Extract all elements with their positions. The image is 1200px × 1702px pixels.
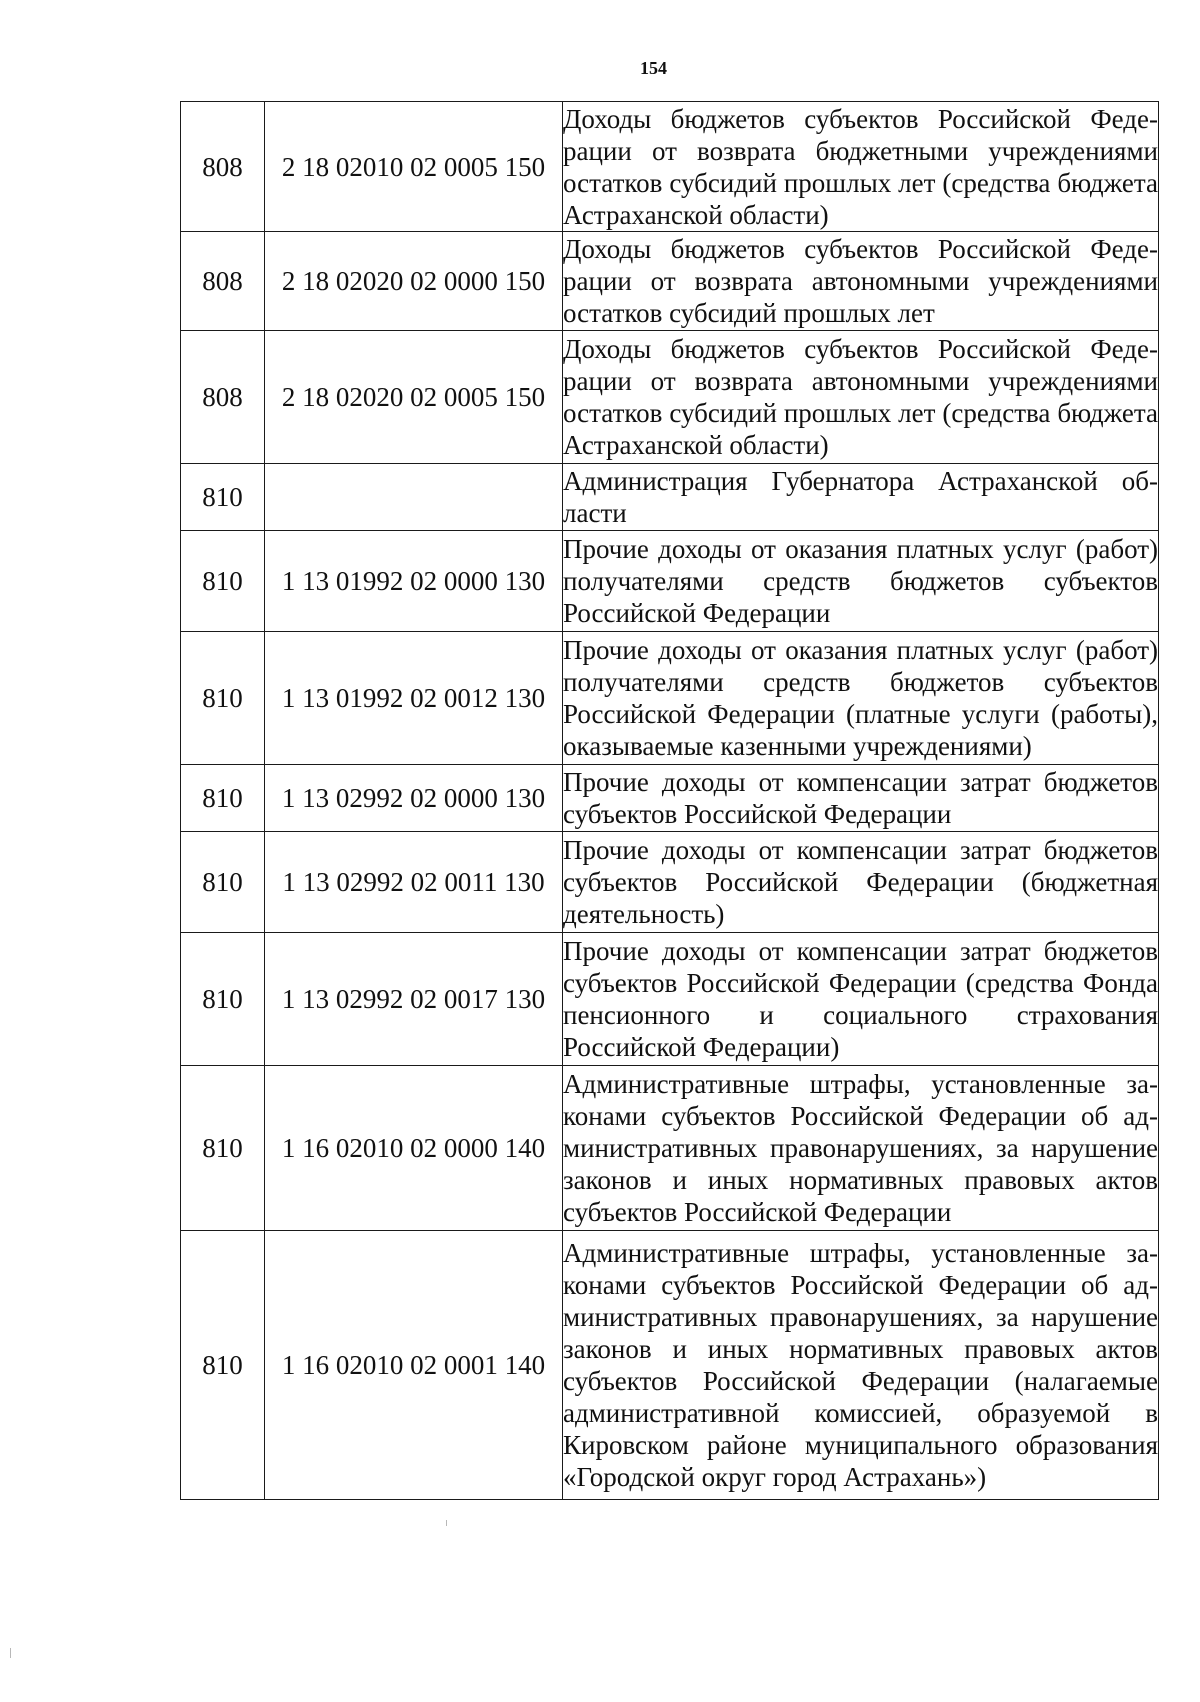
revenue-name-cell: Доходы бюджетов субъектов Российской Федерации от возврата автономными учреждениями остатков субсидий прошлых лет (средства бюджета Астраханской области) <box>563 331 1159 464</box>
table-row <box>181 632 1159 765</box>
table-row <box>181 1066 1159 1231</box>
budget-code-cell: 2 18 02020 02 0000 150 <box>265 232 563 331</box>
budget-code-cell: 1 16 02010 02 0000 140 <box>265 1066 563 1231</box>
admin-code-cell: 808 <box>181 232 265 331</box>
budget-code-cell: 1 13 01992 02 0012 130 <box>265 632 563 765</box>
admin-code-cell: 810 <box>181 632 265 765</box>
budget-code-cell: 1 13 02992 02 0000 130 <box>265 765 563 832</box>
budget-code-cell: 1 13 02992 02 0011 130 <box>265 832 563 933</box>
budget-code-cell: 2 18 02020 02 0005 150 <box>265 331 563 464</box>
table-row <box>181 531 1159 632</box>
admin-code-cell: 810 <box>181 1231 265 1500</box>
table-row <box>181 331 1159 464</box>
table-row <box>181 232 1159 331</box>
revenue-name-cell: Административные штрафы, установленные законами субъектов Российской Федерации об административных правонарушениях, за нарушение законов и иных нормативных правовых актов субъектов Российской Федерации <box>563 1066 1159 1231</box>
page-number: 154 <box>640 58 667 78</box>
revenue-name-cell: Прочие доходы от компенсации затрат бюджетов субъектов Российской Федерации (бюджетная деятельность) <box>563 832 1159 933</box>
table-row <box>181 933 1159 1066</box>
table-row <box>181 765 1159 832</box>
budget-code-cell: 1 13 02992 02 0017 130 <box>265 933 563 1066</box>
revenue-codes-table <box>180 101 1159 1500</box>
admin-code-cell: 810 <box>181 1066 265 1231</box>
admin-code-cell: 808 <box>181 102 265 232</box>
table-row <box>181 832 1159 933</box>
budget-code-cell: 2 18 02010 02 0005 150 <box>265 102 563 232</box>
budget-code-cell <box>265 464 563 531</box>
admin-code-cell: 810 <box>181 765 265 832</box>
table-row <box>181 102 1159 232</box>
table-row <box>181 1231 1159 1500</box>
revenue-name-cell: Доходы бюджетов субъектов Российской Федерации от возврата бюджетными учреждениями остатков субсидий прошлых лет (средства бюджета Астраханской области) <box>563 103 1158 230</box>
revenue-name-cell: Доходы бюджетов субъектов Российской Федерации от возврата автономными учреждениями остатков субсидий прошлых лет <box>563 232 1159 331</box>
scan-mark <box>446 1520 447 1526</box>
admin-code-cell: 810 <box>181 464 265 531</box>
revenue-name-cell: Администрация Губернатора Астраханской области <box>563 464 1159 531</box>
admin-code-cell: 808 <box>181 331 265 464</box>
revenue-name-cell: Прочие доходы от оказания платных услуг (работ) получателями средств бюджетов субъектов Российской Федерации (платные услуги (работы), оказываемые казенными учреждениями) <box>563 632 1159 765</box>
revenue-name-cell: Прочие доходы от оказания платных услуг (работ) получателями средств бюджетов субъектов Российской Федерации <box>563 531 1159 632</box>
revenue-name-cell: Административные штрафы, установленные законами субъектов Российской Федерации об административных правонарушениях, за нарушение законов и иных нормативных правовых актов субъектов Российской Федерации (налагаемые административной комиссией, образуемой в Кировском районе муниципального образования «Городской округ город Астрахань») <box>563 1231 1159 1500</box>
table-row <box>181 464 1159 531</box>
budget-code-cell: 1 13 01992 02 0000 130 <box>265 531 563 632</box>
admin-code-cell: 810 <box>181 832 265 933</box>
budget-code-cell: 1 16 02010 02 0001 140 <box>265 1231 563 1500</box>
admin-code-cell: 810 <box>181 531 265 632</box>
revenue-name-cell: Прочие доходы от компенсации затрат бюджетов субъектов Российской Федерации (средства Фонда пенсионного и социального страхования Российской Федерации) <box>563 933 1159 1066</box>
admin-code-cell: 810 <box>181 933 265 1066</box>
revenue-name-cell: Прочие доходы от компенсации затрат бюджетов субъектов Российской Федерации <box>563 765 1159 832</box>
scan-mark <box>10 1648 11 1658</box>
